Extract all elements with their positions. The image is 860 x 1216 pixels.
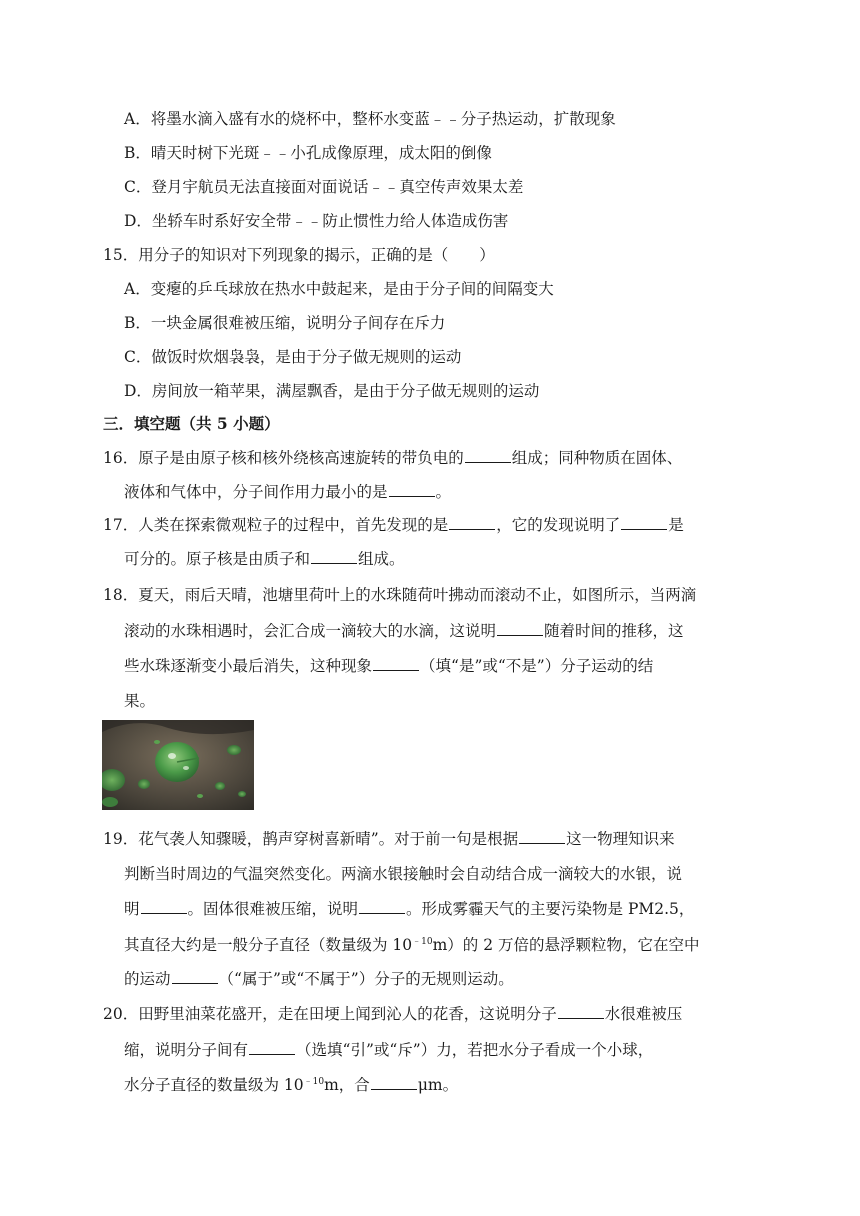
q18-line-3 bbox=[124, 655, 653, 677]
q17-text-5: 组成。 bbox=[358, 550, 405, 568]
q15-option-d: D．房间放一箱苹果，满屋飘香，是由于分子做无规则的运动 bbox=[124, 382, 540, 400]
answer-blank[interactable] bbox=[621, 514, 667, 530]
q20-text-4: （选填“引”或“斥”）力，若把水分子看成一个小球， bbox=[296, 1041, 654, 1059]
q19-text-1: 19．花气袭人知骤暖，鹊声穿树喜新晴”。对于前一句是根据 bbox=[103, 830, 519, 848]
q14-option-d: D．坐轿车时系好安全带﹣﹣防止惯性力给人体造成伤害 bbox=[124, 212, 509, 230]
answer-blank[interactable] bbox=[373, 655, 419, 671]
q15-option-c: C．做饭时炊烟袅袅，是由于分子做无规则的运动 bbox=[124, 348, 462, 366]
q16-text-3: 液体和气体中，分子间作用力最小的是 bbox=[124, 483, 388, 501]
q15-option-a: A．变瘪的乒乓球放在热水中鼓起来，是由于分子间的间隔变大 bbox=[124, 280, 554, 298]
lotus-leaf-photo bbox=[102, 720, 254, 810]
answer-blank[interactable] bbox=[558, 1003, 604, 1019]
q18-text-4: 些水珠逐渐变小最后消失，这种现象 bbox=[124, 657, 373, 675]
q17-text-1: 17．人类在探索微观粒子的过程中，首先发现的是 bbox=[103, 516, 449, 534]
q18-text-2: 滚动的水珠相遇时，会汇合成一滴较大的水滴，这说明 bbox=[124, 622, 497, 640]
q18-line-1: 18．夏天，雨后天晴，池塘里荷叶上的水珠随荷叶拂动而滚动不止，如图所示，当两滴 bbox=[103, 586, 697, 604]
answer-blank[interactable] bbox=[519, 828, 565, 844]
exponent: ﹣10 bbox=[412, 937, 433, 947]
q20-line-3 bbox=[124, 1074, 458, 1096]
q15-stem: 15．用分子的知识对下列现象的揭示，正确的是（ ） bbox=[103, 246, 495, 264]
q19-line-4 bbox=[124, 934, 700, 956]
q18-text-5: （填“是”或“不是”）分子运动的结 bbox=[420, 657, 654, 675]
q19-text-4: 明 bbox=[124, 900, 140, 918]
q15-option-b: B．一块金属很难被压缩，说明分子间存在斥力 bbox=[124, 314, 446, 332]
q20-text-2: 水很难被压 bbox=[604, 1005, 683, 1023]
q19-line-1 bbox=[103, 828, 675, 850]
q19-line-3 bbox=[124, 898, 694, 920]
q19-text-6: 。形成雾霾天气的主要污染物是 PM2.5， bbox=[406, 900, 695, 918]
answer-blank[interactable] bbox=[465, 447, 511, 463]
q20-line-2 bbox=[124, 1039, 653, 1061]
q20-line-1 bbox=[103, 1003, 682, 1025]
answer-blank[interactable] bbox=[249, 1039, 295, 1055]
answer-blank[interactable] bbox=[449, 514, 495, 530]
q19-line-5 bbox=[124, 968, 514, 990]
answer-blank[interactable] bbox=[497, 620, 543, 636]
q16-text-4: 。 bbox=[435, 483, 452, 501]
q18-line-2 bbox=[124, 620, 684, 642]
q16-text-2: 组成；同种物质在固体、 bbox=[511, 449, 683, 467]
q17-line-1 bbox=[103, 514, 684, 536]
q19-text-10: （“属于”或“不属于”）分子的无规则运动。 bbox=[218, 970, 514, 988]
answer-blank[interactable] bbox=[371, 1074, 417, 1090]
answer-blank[interactable] bbox=[389, 481, 435, 497]
q18-line-4: 果。 bbox=[124, 692, 156, 710]
q18-text-3: 随着时间的推移，这 bbox=[544, 622, 684, 640]
exponent: ﹣10 bbox=[303, 1077, 325, 1087]
q20-text-7: μm。 bbox=[417, 1076, 459, 1094]
q20-text-3: 缩，说明分子间有 bbox=[124, 1041, 249, 1059]
answer-blank[interactable] bbox=[311, 548, 357, 564]
q16-line-1 bbox=[103, 447, 682, 469]
q17-text-3: 是 bbox=[668, 516, 684, 534]
answer-blank[interactable] bbox=[141, 898, 187, 914]
q19-text-8: m）的 2 万倍的悬浮颗粒物，它在空中 bbox=[432, 936, 700, 954]
q19-line-2: 判断当时周边的气温突然变化。两滴水银接触时会自动结合成一滴较大的水银，说 bbox=[124, 865, 683, 883]
q16-text-1: 16．原子是由原子核和核外绕核高速旋转的带负电的 bbox=[103, 449, 464, 467]
q20-text-1: 20．田野里油菜花盛开，走在田埂上闻到沁人的花香，这说明分子 bbox=[103, 1005, 557, 1023]
q17-line-2 bbox=[124, 548, 405, 570]
q19-text-7: 其直径大约是一般分子直径（数量级为 10 bbox=[124, 936, 413, 954]
q17-text-2: ，它的发现说明了 bbox=[496, 516, 621, 534]
q20-text-6: m，合 bbox=[324, 1076, 370, 1094]
q19-text-9: 的运动 bbox=[124, 970, 171, 988]
answer-blank[interactable] bbox=[172, 968, 218, 984]
q17-text-4: 可分的。原子核是由质子和 bbox=[124, 550, 311, 568]
q19-text-5: 。固体很难被压缩，说明 bbox=[187, 900, 359, 918]
q14-option-b: B．晴天时树下光斑﹣﹣小孔成像原理，成太阳的倒像 bbox=[124, 144, 492, 162]
q14-option-a: A．将墨水滴入盛有水的烧杯中，整杯水变蓝﹣﹣分子热运动，扩散现象 bbox=[124, 110, 616, 128]
q20-text-5: 水分子直径的数量级为 10 bbox=[124, 1076, 304, 1094]
q16-line-2 bbox=[124, 481, 451, 503]
answer-blank[interactable] bbox=[359, 898, 405, 914]
q19-text-2: 这一物理知识来 bbox=[566, 830, 675, 848]
section-heading: 三．填空题（共 5 小题） bbox=[103, 414, 280, 433]
q14-option-c: C．登月宇航员无法直接面对面说话﹣﹣真空传声效果太差 bbox=[124, 178, 524, 196]
